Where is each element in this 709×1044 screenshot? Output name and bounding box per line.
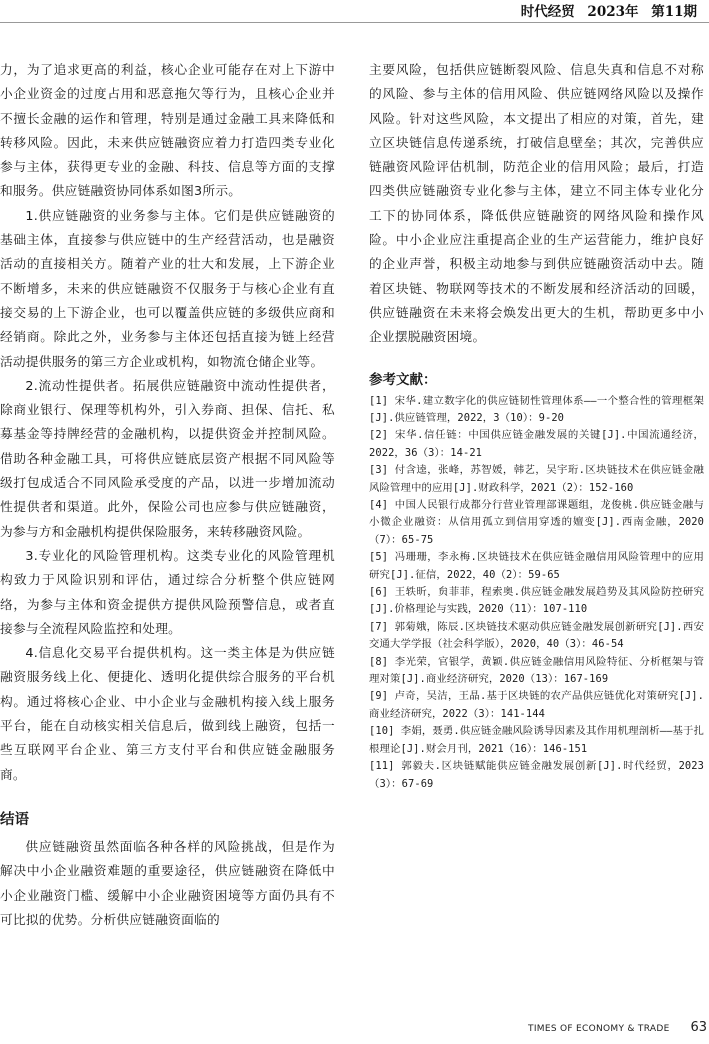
reference-item: [8] 李光荣，官银学，黄颖.供应链金融信用风险特征、分析框架与管理对策[J].商业经济研究，2020（13）：167-169	[369, 655, 704, 686]
reference-item: [4] 中国人民银行成都分行营业管理部课题组，龙俊桃.供应链金融与小微企业融资：从信用孤立到信用穿透的嬗变[J].西南金融，2020（7）：65-75	[369, 499, 704, 546]
conclusion-paragraph: 供应链融资虽然面临各种各样的风险挑战，但是作为解决中小企业融资难题的重要途径，供应链融资在降低中小企业融资门槛、缓解中小企业融资困境等方面仍具有不可比拟的优势。分析供应链融资面临的	[0, 838, 335, 927]
reference-item: [5] 冯珊珊，李永梅.区块链技术在供应链金融信用风险管理中的应用研究[J].征信，2022，40（2）：59-65	[369, 551, 704, 581]
issue-year: 2023年	[587, 4, 639, 20]
reference-item: [7] 郭菊娥，陈辰.区块链技术驱动供应链金融发展创新研究[J].西安交通大学学报（社会科学版），2020，40（3）：46-54	[369, 620, 704, 651]
reference-item: [1] 宋华.建立数字化的供应链韧性管理体系——一个整合性的管理框架[J].供应链管理，2022，3（10）：9-20	[369, 394, 704, 424]
body-paragraph: 4.信息化交易平台提供机构。这一类主体是为供应链融资服务线上化、便捷化、透明化提供综合服务的平台机构。通过将核心企业、中小企业与金融机构接入线上服务平台，能在自动核实相关信息后，做到线上融资，包括一些互联网平台企业、第三方支付平台和供应链金融服务商。	[0, 645, 335, 782]
conclusion-heading: 结语	[0, 811, 29, 828]
right-column	[369, 58, 704, 793]
reference-item: [6] 王轶昕，贠菲菲，程索奥.供应链金融发展趋势及其风险防控研究[J].价格理论与实践，2020（11）：107-110	[369, 586, 704, 616]
page-footer	[528, 1020, 707, 1036]
body-paragraph: 2.流动性提供者。拓展供应链融资中流动性提供者，除商业银行、保理等机构外，引入券商、担保、信托、私募基金等持牌经营的金融机构，以提供资金并控制风险。借助各种金融工具，可将供应链底层资产根据不同风险等级打包成适合不同风险承受度的产品，以进一步增加流动性提供者和渠道。此外，保险公司也应参与供应链融资，为参与方和金融机构提供保险服务，来转移融资风险。	[0, 377, 335, 539]
reference-item: [3] 付含逵，张峰，苏智媛，韩艺，吴宇珩.区块链技术在供应链金融风险管理中的应用[J].财政科学，2021（2）：152-160	[369, 464, 704, 494]
references-heading: 参考文献：	[369, 371, 437, 388]
page-header	[0, 0, 709, 30]
reference-item: [9] 卢奇，吴洁，王晶.基于区块链的农产品供应链优化对策研究[J].商业经济研究，2022（3）：141-144	[369, 690, 704, 720]
left-column	[0, 58, 335, 932]
journal-english-name: TIMES OF ECONOMY & TRADE	[528, 1024, 670, 1034]
header-text	[513, 0, 697, 20]
reference-item: [10] 李娟，聂勇.供应链金融风险诱导因素及其作用机理剖析——基于扎根理论[J].财会月刊，2021（16）：146-151	[369, 725, 704, 755]
body-paragraph: 1.供应链融资的业务参与主体。它们是供应链融资的基础主体，直接参与供应链中的生产经营活动，也是融资活动的直接相关方。随着产业的壮大和发展，上下游企业不断增多，未来的供应链融资不仅服务于与核心企业有直接交易的上下游企业，也可以覆盖供应链的多级供应商和经销商。除此之外，业务参与主体还包括直接为链上经营活动提供服务的第三方企业或机构，如物流仓储企业等。	[0, 207, 335, 369]
body-paragraph: 力，为了追求更高的利益，核心企业可能存在对上下游中小企业资金的过度占用和恶意拖欠等行为，且核心企业并不擅长金融的运作和管理，特别是通过金融工具来降低和转移风险。因此，未来供应链融资应着力打造四类专业化参与主体，获得更专业的金融、科技、信息等方面的支撑和服务。供应链融资协同体系如图3所示。	[0, 62, 335, 199]
issue-number: 第11期	[651, 4, 697, 20]
header-rule	[0, 22, 709, 23]
page-number: 63	[690, 1020, 707, 1035]
conclusion-continued-paragraph: 主要风险，包括供应链断裂风险、信息失真和信息不对称的风险、参与主体的信用风险、供应链网络风险以及操作风险。针对这些风险，本文提出了相应的对策，首先，建立区块链信息传递系统，打破信息壁垒；其次，完善供应链融资风险评估机制，防范企业的信用风险；最后，打造四类供应链融资专业化参与主体，建立不同主体专业化分工下的协同体系，降低供应链融资的网络风险和操作风险。中小企业应注重提高企业的生产运营能力，维护良好的企业声誉，积极主动地参与到供应链融资活动中去。随着区块链、物联网等技术的不断发展和经济活动的回暖，供应链融资在未来将会焕发出更大的生机，帮助更多中小企业摆脱融资困境。	[369, 62, 704, 345]
reference-item: [11] 郭毅夫.区块链赋能供应链金融发展创新[J].时代经贸，2023（3）：67-69	[369, 760, 704, 790]
body-paragraph: 3.专业化的风险管理机构。这类专业化的风险管理机构致力于风险识别和评估，通过综合分析整个供应链网络，为参与主体和资金提供方提供风险预警信息，或者直接参与全流程风险监控和处理。	[0, 547, 335, 636]
reference-list	[369, 393, 704, 793]
journal-name: 时代经贸	[520, 4, 575, 20]
reference-item: [2] 宋华.信任链：中国供应链金融发展的关键[J].中国流通经济，2022，36（3）：14-21	[369, 429, 704, 459]
